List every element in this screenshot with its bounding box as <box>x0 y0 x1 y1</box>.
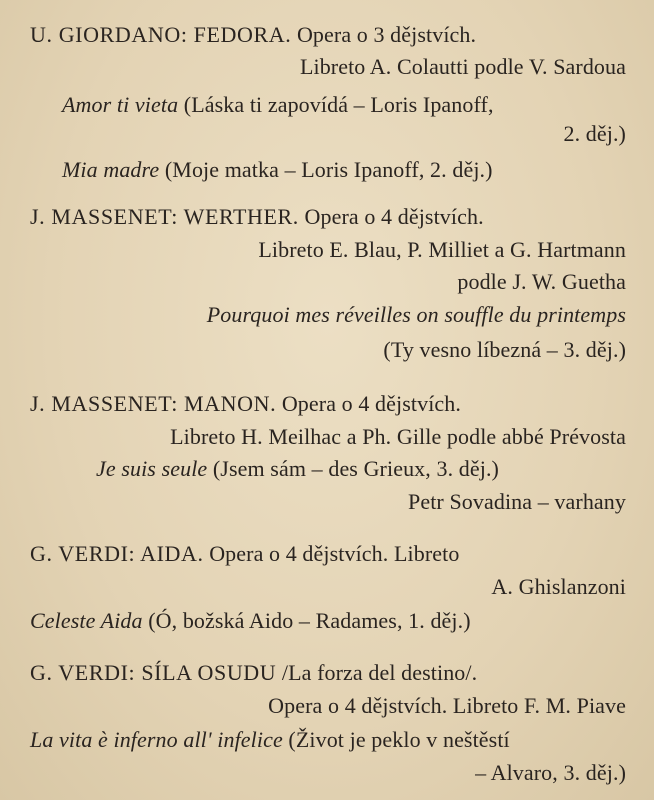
aria-detail: (Jsem sám – des Grieux, 3. děj.) <box>207 456 499 481</box>
aria-detail-continued: – Alvaro, 3. děj.) <box>475 760 626 785</box>
entry-libretto: A. Ghislanzoni <box>491 574 626 599</box>
entry-heading-line <box>30 204 484 230</box>
entry-libretto: Libreto H. Meilhac a Ph. Gille podle abbé Prévosta <box>170 424 626 449</box>
entry-libretto-continued: podle J. W. Guetha <box>457 269 626 294</box>
aria-title: La vita è inferno all' infelice <box>30 727 283 752</box>
entry-heading: J. MASSENET: WERTHER. <box>30 204 299 229</box>
aria-title: Je suis seule <box>96 456 208 481</box>
aria-line <box>62 92 494 118</box>
aria-line <box>62 157 493 183</box>
aria-detail: (Moje matka – Loris Ipanoff, 2. děj.) <box>159 157 493 182</box>
entry-libretto: Opera o 4 dějstvích. Libreto F. M. Piave <box>268 693 626 718</box>
entry-description: Opera o 4 dějstvích. <box>276 391 461 416</box>
aria-detail: (Ty vesno líbezná – 3. děj.) <box>383 337 626 362</box>
entry-description: Opera o 4 dějstvích. Libreto <box>203 541 460 566</box>
entry-heading: G. VERDI: AIDA. <box>30 541 204 566</box>
aria-title <box>207 302 626 328</box>
entry-heading-line <box>30 391 461 417</box>
entry-description: Opera o 4 dějstvích. <box>298 204 484 229</box>
aria-title: Mia madre <box>62 157 160 182</box>
aria-line <box>30 727 510 753</box>
entry-heading-line <box>30 541 459 567</box>
performer-note: Petr Sovadina – varhany <box>408 489 626 514</box>
aria-detail: (Ó, božská Aido – Radames, 1. děj.) <box>142 608 471 633</box>
entry-heading-line <box>30 660 477 686</box>
entry-description: /La forza del destino/. <box>276 660 478 685</box>
aria-title-text: Pourquoi mes réveilles on souffle du printemps <box>206 302 626 327</box>
entry-heading: U. GIORDANO: FEDORA. <box>30 22 292 47</box>
entry-description: Opera o 3 dějstvích. <box>291 22 477 47</box>
entry-heading: J. MASSENET: MANON. <box>30 391 277 416</box>
entry-libretto: Libreto A. Colautti podle V. Sardoua <box>299 54 626 79</box>
aria-detail-continued: 2. děj.) <box>563 121 626 146</box>
entry-libretto: Libreto E. Blau, P. Milliet a G. Hartmann <box>258 237 626 262</box>
aria-detail: (Život je peklo v neštěstí <box>282 727 510 752</box>
entry-heading-line <box>30 22 476 48</box>
aria-line <box>30 608 471 634</box>
aria-line <box>96 456 499 482</box>
aria-detail: (Láska ti zapovídá – Loris Ipanoff, <box>178 92 494 117</box>
aria-title: Amor ti vieta <box>62 92 179 117</box>
entry-heading: G. VERDI: SÍLA OSUDU <box>30 660 277 685</box>
aria-title: Celeste Aida <box>30 608 143 633</box>
